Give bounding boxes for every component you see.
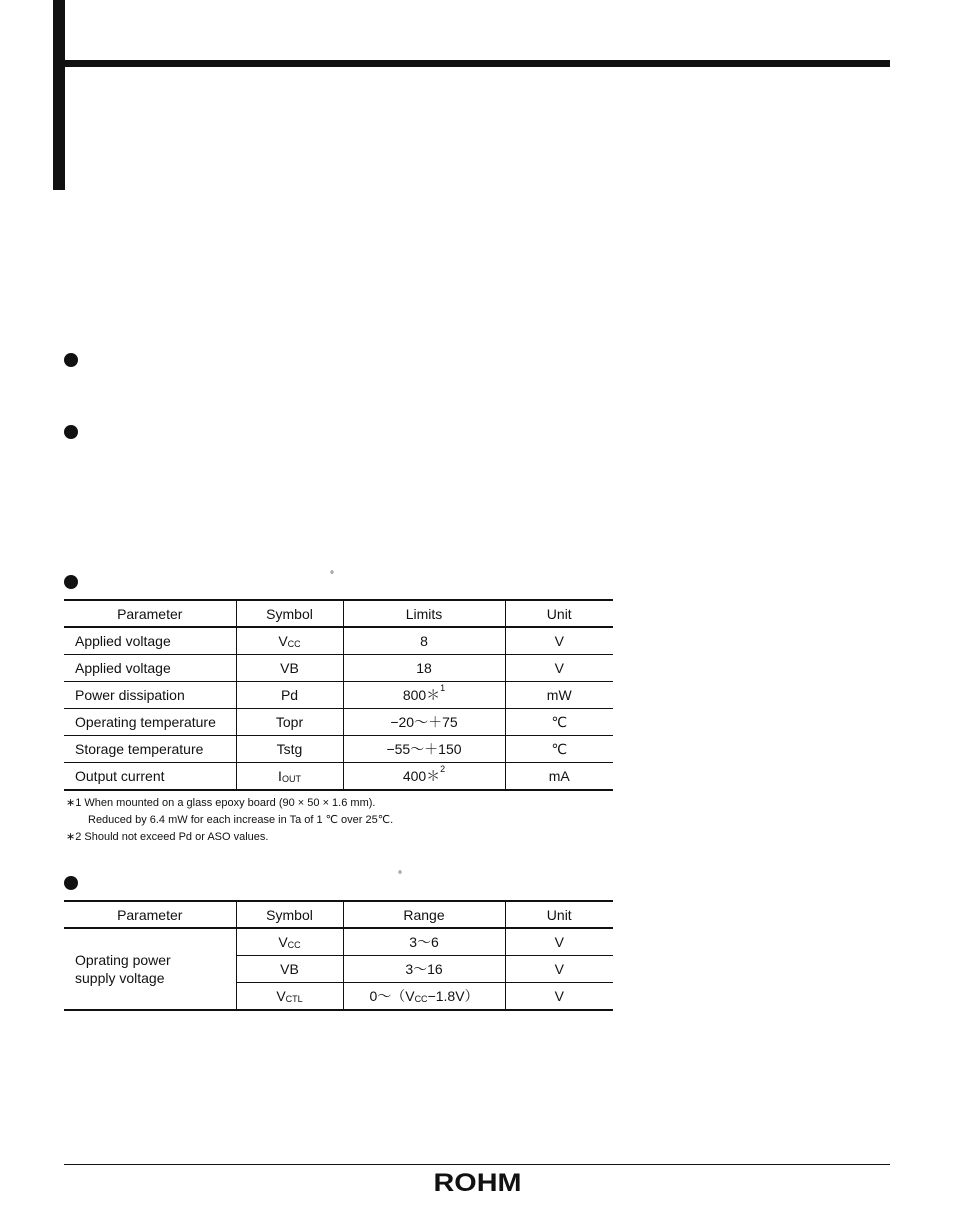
range-cell: 3〜16 [343,956,505,983]
symbol-cell: $I_{OUT}$ [236,763,343,791]
table-row [64,928,613,956]
table-row [64,709,613,736]
unit-cell: V [505,928,613,956]
unit-cell: mA [505,763,613,791]
footnote-1: ∗1 When mounted on a glass epoxy board (90 × 50 × 1.6 mm). [66,797,376,809]
param-cell: Operating temperature [64,709,236,736]
symbol-cell: Topr [236,709,343,736]
symbol-cell: VB [236,655,343,682]
param-cell: Applied voltage [64,655,236,682]
unit-cell: V [505,627,613,655]
table-row [64,627,613,655]
unit-cell: ℃ [505,736,613,763]
rohm-logo [433,1170,522,1194]
unit-cell: V [505,983,613,1011]
unit-cell: V [505,956,613,983]
footnote-1-continued: Reduced by 6.4 mW for each increase in Ta of 1 ℃ over 25℃. [88,814,394,826]
absolute-max-ratings-table [64,599,613,791]
param-cell: Power dissipation [64,682,236,709]
header-unit: Unit [505,600,613,627]
section-bullet-icon [64,575,78,589]
range-cell: 3〜6 [343,928,505,956]
symbol-cell: VB [236,956,343,983]
header-symbol: Symbol [236,901,343,928]
symbol-cell: $V_{CC}$ [236,627,343,655]
unit-cell: V [505,655,613,682]
limits-cell: 800＊$^1$ [343,682,505,709]
param-cell: Storage temperature [64,736,236,763]
header-vertical-bar [53,0,65,190]
header-parameter: Parameter [64,600,236,627]
table-row [64,736,613,763]
param-cell: Output current [64,763,236,791]
limits-cell: 400＊$^2$ [343,763,505,791]
table-row [64,655,613,682]
header-limits: Limits [343,600,505,627]
symbol-cell: Tstg [236,736,343,763]
svg-text:ROHM: ROHM [433,1170,522,1194]
table-footnotes [66,795,393,846]
table-row [64,682,613,709]
limits-cell: 18 [343,655,505,682]
footnote-2: ∗2 Should not exceed Pd or ASO values. [66,831,269,843]
section-bullet-icon [64,353,78,367]
header-symbol: Symbol [236,600,343,627]
unit-cell: mW [505,682,613,709]
section-bullet-icon [64,876,78,890]
footer-rule [64,1164,890,1165]
param-cell: Oprating power supply voltage [64,928,236,1010]
table-header-row [64,600,613,627]
degree-mark: ° [330,570,334,581]
header-range: Range [343,901,505,928]
range-cell: 0〜$(V_{CC}-1.8V)$ [343,983,505,1011]
symbol-cell: Pd [236,682,343,709]
degree-mark: ° [398,870,402,881]
header-unit: Unit [505,901,613,928]
table-row [64,763,613,791]
header-parameter: Parameter [64,901,236,928]
unit-cell: ℃ [505,709,613,736]
symbol-cell: $V_{CTL}$ [236,983,343,1011]
param-cell: Applied voltage [64,627,236,655]
limits-cell: −55〜＋150 [343,736,505,763]
symbol-cell: $V_{CC}$ [236,928,343,956]
table-header-row [64,901,613,928]
limits-cell: −20〜＋75 [343,709,505,736]
section-bullet-icon [64,425,78,439]
limits-cell: 8 [343,627,505,655]
operating-range-table [64,900,613,1011]
header-horizontal-rule [53,60,890,67]
